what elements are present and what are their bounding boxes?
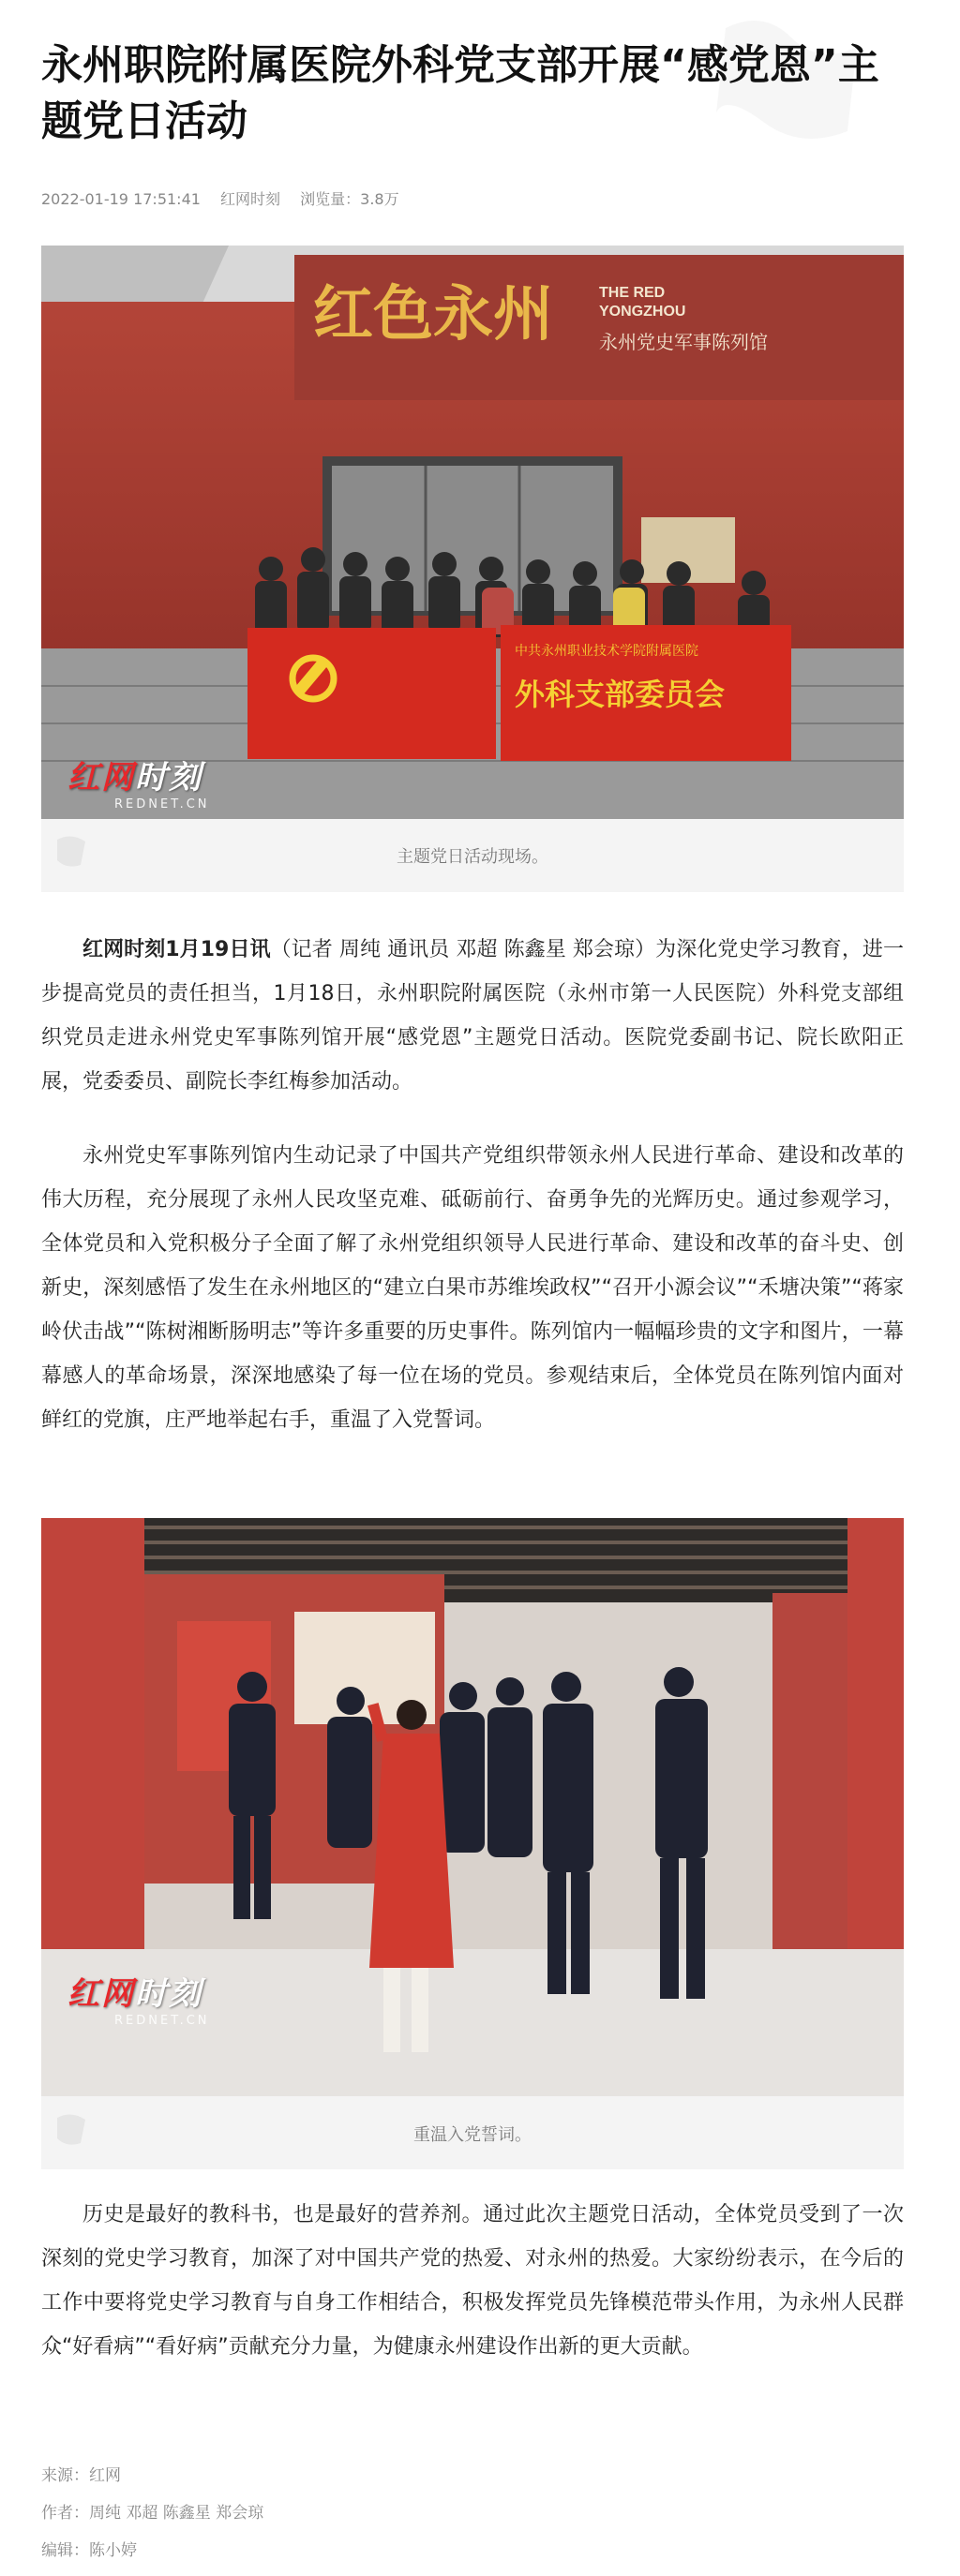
view-count-value: 3.8万 (360, 190, 399, 208)
footer-editor: 编辑：陈小婷 (41, 2541, 137, 2560)
publish-date: 2022-01-19 17:51:41 (41, 190, 201, 208)
sign-en-line2: YONGZHOU (599, 304, 686, 320)
figure-oath-photo (41, 1518, 904, 2169)
figure2-caption: 重温入党誓词。 (413, 2125, 532, 2145)
logo-subtext: REDNET.CN (114, 797, 210, 812)
footer-source: 来源：红网 (41, 2466, 121, 2485)
sign-subtitle: 永州党史军事陈列馆 (599, 331, 768, 353)
paragraph-3: 历史是最好的教科书，也是最好的营养剂。通过此次主题党日活动，全体党员受到了一次深刻的党史学习教育，加深了对中国共产党的热爱、对永州的热爱。大家纷纷表示，在今后的工作中要将党史学习教育与自身工作相结合，积极发挥党员先锋模范带头作用，为永州人民群众“好看病”“看好病”贡献充分力量，为健康永州建设作出新的更大贡献。 (41, 2203, 904, 2359)
logo-white-part: 时刻 (135, 1975, 202, 2013)
paragraph-1 (41, 928, 904, 1104)
sign-en-line1: THE RED (599, 285, 666, 301)
rednet-logo-1 (68, 752, 210, 812)
group-photo[interactable] (41, 246, 904, 819)
logo-subtext: REDNET.CN (114, 2014, 210, 2028)
article-meta (41, 187, 414, 209)
banner-main-text: 外科支部委员会 (515, 677, 726, 712)
sign-main-text: 红色永州 (313, 279, 553, 350)
paragraph-1-text: （记者 周纯 通讯员 邓超 陈鑫星 郑会琼）为深化党史学习教育，进一步提高党员的责任担当，1月18日，永州职院附属医院（永州市第一人民医院）外科党支部组织党员走进永州党史军事陈列馆开展“感党恩”主题党日活动。医院党委副书记、院长欧阳正展，党委委员、副院长李红梅参加活动。 (41, 938, 904, 1094)
article-footer (41, 2457, 263, 2569)
dateline: 红网时刻1月19日讯 (82, 938, 271, 961)
view-count (300, 190, 398, 208)
banner-top-text: 中共永州职业技术学院附属医院 (515, 644, 698, 659)
article-source: 红网时刻 (220, 190, 281, 208)
view-count-label: 浏览量： (300, 190, 361, 208)
rednet-logo-2 (68, 1968, 210, 2028)
footer-authors: 作者：周纯 邓超 陈鑫星 郑会琼 (41, 2504, 264, 2523)
logo-red-part: 红网 (68, 1975, 135, 2013)
logo-red-part: 红网 (68, 759, 135, 797)
article-title: 永州职院附属医院外科党支部开展“感党恩”主题党日活动 (41, 41, 879, 145)
group-photo-illustration (41, 246, 904, 819)
figure-group-photo (41, 246, 904, 892)
figure1-caption: 主题党日活动现场。 (397, 847, 548, 867)
logo-white-part: 时刻 (135, 759, 202, 797)
paragraph-2: 永州党史军事陈列馆内生动记录了中国共产党组织带领永州人民进行革命、建设和改革的伟大历程，充分展现了永州人民攻坚克难、砥砺前行、奋勇争先的光辉历史。通过参观学习，全体党员和入党积极分子全面了解了永州党组织领导人民进行革命、建设和改革的奋斗史、创新史，深刻感悟了发生在永州地区的“建立白果市苏维埃政权”“召开小源会议”“禾塘决策”“蒋家岭伏击战”“陈树湘断肠明志”等许多重要的历史事件。陈列馆内一幅幅珍贵的文字和图片，一幕幕感人的革命场景，深深地感染了每一位在场的党员。参观结束后，全体党员在陈列馆内面对鲜红的党旗，庄严地举起右手，重温了入党誓词。 (41, 1144, 904, 1432)
